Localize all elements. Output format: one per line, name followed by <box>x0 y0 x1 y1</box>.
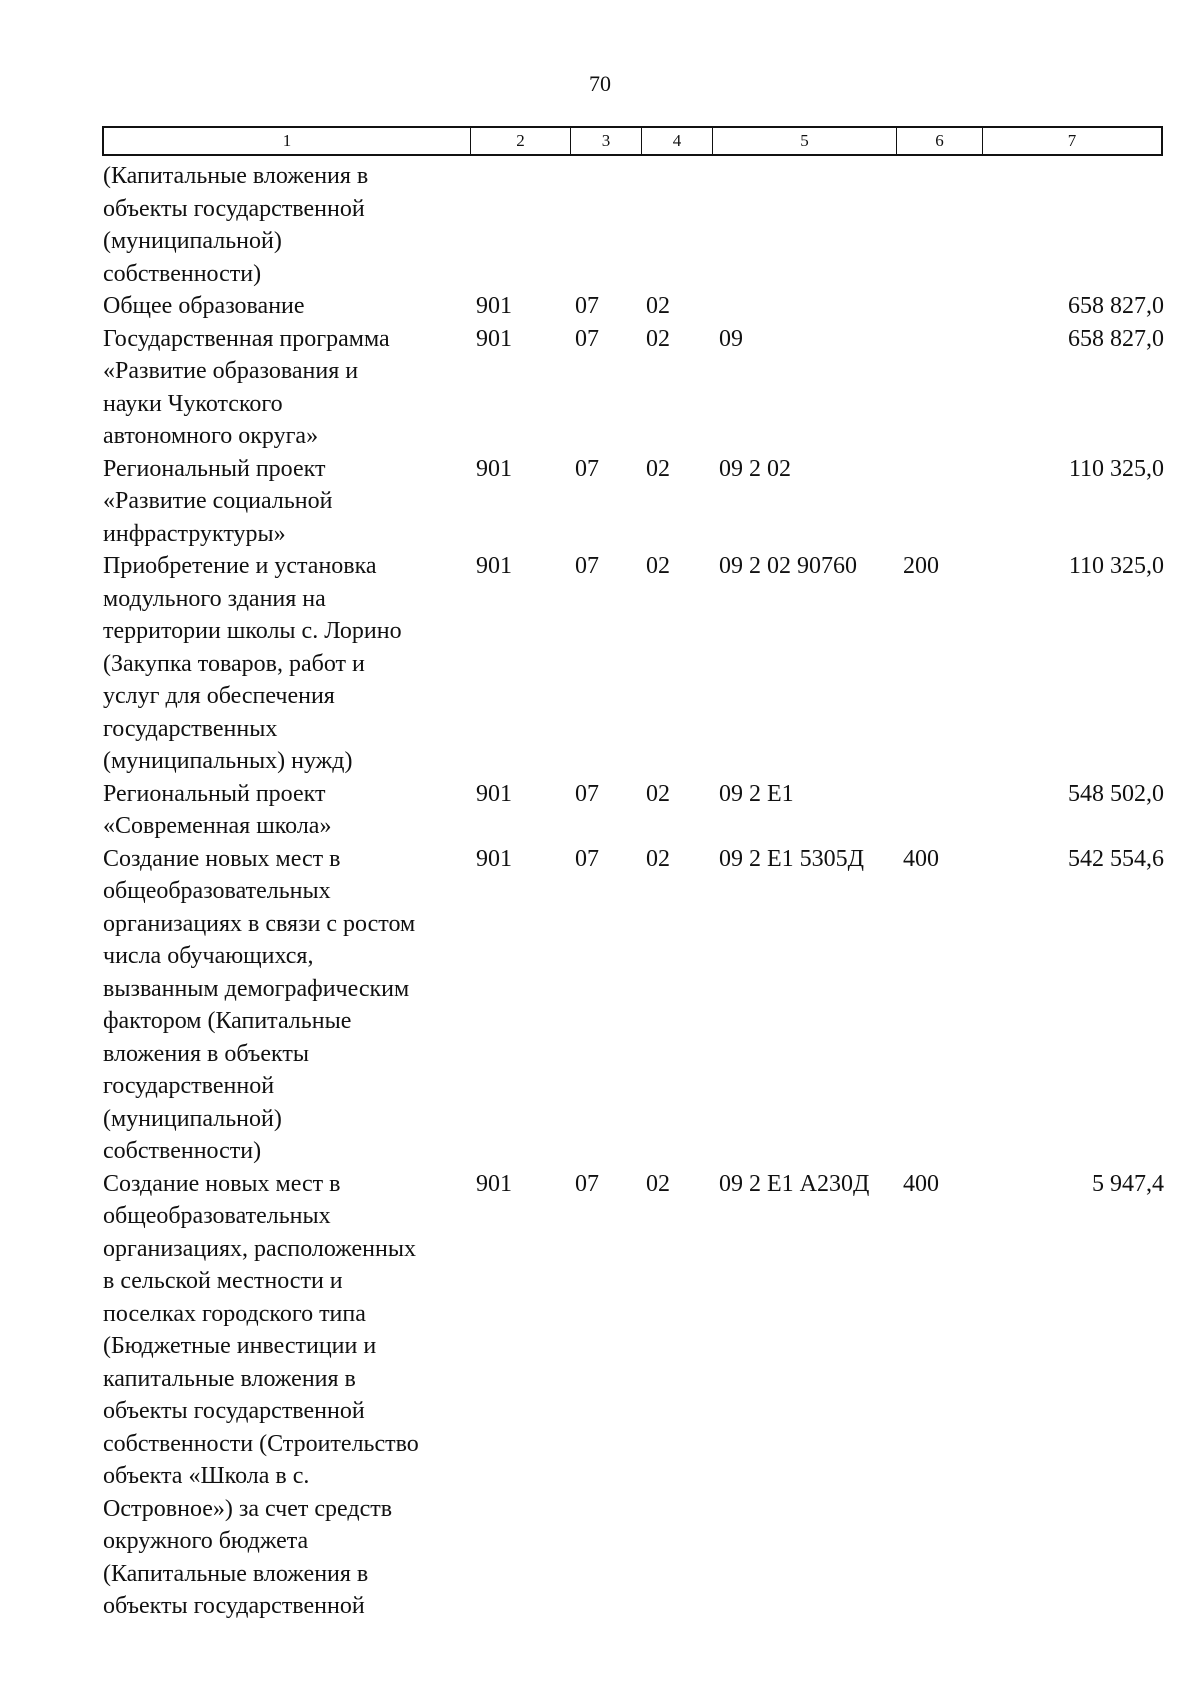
section-code: 07 <box>575 293 599 319</box>
ministry-code: 901 <box>476 1170 512 1197</box>
subsection-code: 02 <box>646 455 670 482</box>
amount: 548 502,0 <box>1068 780 1164 807</box>
page-number: 70 <box>589 71 611 96</box>
subsection-code: 02 <box>646 553 670 579</box>
subsection-code: 02 <box>646 325 670 352</box>
ministry-code: 901 <box>476 325 512 352</box>
row-name: Региональный проект «Современная школа» <box>103 780 332 839</box>
table-row <box>0 778 1200 843</box>
row-name: (Капитальные вложения в объекты государственной (муниципальной) собственности) <box>103 163 369 287</box>
row-name: Создание новых мест в общеобразовательных организациях, расположенных в сельской местности и поселках городского типа (Бюджетные инвестиции и капитальные вложения в объекты государственной собственности (Строительство объекта «Школа в с. Островное») за счет средств окружного бюджета (Капитальные вложения в объекты государственной <box>103 1170 419 1619</box>
amount: 658 827,0 <box>1068 293 1164 319</box>
expense-type-code: 200 <box>903 553 939 579</box>
row-name: Приобретение и установка модульного здания на территории школы с. Лорино (Закупка товаров, работ и услуг для обеспечения государственных (муниципальных) нужд) <box>103 553 402 774</box>
table-row <box>0 843 1200 1168</box>
section-code: 07 <box>575 553 599 579</box>
table-row <box>0 323 1200 453</box>
ministry-code: 901 <box>476 780 512 807</box>
table-row <box>0 1168 1200 1623</box>
column-header-row <box>102 126 1163 156</box>
subsection-code: 02 <box>646 780 670 807</box>
target-article-code: 09 2 Е1 <box>719 780 794 807</box>
expense-type-code: 400 <box>903 845 939 872</box>
target-article-code: 09 2 02 90760 <box>719 553 857 579</box>
amount: 542 554,6 <box>1068 845 1164 872</box>
column-header-6: 6 <box>897 128 983 154</box>
column-header-5: 5 <box>713 128 897 154</box>
column-header-3: 3 <box>571 128 642 154</box>
section-code: 07 <box>575 1170 599 1197</box>
amount: 5 947,4 <box>1092 1170 1164 1197</box>
row-name: Государственная программа «Развитие образования и науки Чукотского автономного округа» <box>103 325 390 449</box>
column-header-4: 4 <box>642 128 713 154</box>
target-article-code: 09 <box>719 325 743 352</box>
budget-table-body <box>0 160 1200 1623</box>
section-code: 07 <box>575 780 599 807</box>
section-code: 07 <box>575 325 599 352</box>
target-article-code: 09 2 02 <box>719 455 791 482</box>
subsection-code: 02 <box>646 293 670 319</box>
section-code: 07 <box>575 455 599 482</box>
amount: 110 325,0 <box>1068 455 1164 482</box>
ministry-code: 901 <box>476 455 512 482</box>
subsection-code: 02 <box>646 845 670 872</box>
column-header-2: 2 <box>471 128 571 154</box>
section-code: 07 <box>575 845 599 872</box>
column-header-7: 7 <box>1067 131 1077 150</box>
table-row <box>0 550 1200 778</box>
ministry-code: 901 <box>476 845 512 872</box>
row-name: Создание новых мест в общеобразовательных организациях в связи с ростом числа обучающихся, вызванным демографическим фактором (Капитальные вложения в объекты государственной (муниципальной) собственности) <box>103 845 416 1164</box>
ministry-code: 901 <box>476 553 512 579</box>
expense-type-code: 400 <box>903 1170 939 1197</box>
amount: 110 325,0 <box>1068 553 1164 579</box>
table-row <box>0 160 1200 290</box>
target-article-code: 09 2 Е1 А230Д <box>719 1170 870 1197</box>
row-name: Общее образование <box>103 293 305 319</box>
table-row <box>0 453 1200 551</box>
ministry-code: 901 <box>476 293 512 319</box>
amount: 658 827,0 <box>1068 325 1164 352</box>
target-article-code: 09 2 Е1 5305Д <box>719 845 865 872</box>
subsection-code: 02 <box>646 1170 670 1197</box>
column-header-1: 1 <box>104 128 471 154</box>
row-name: Региональный проект «Развитие социальной инфраструктуры» <box>103 455 333 547</box>
table-row <box>0 290 1200 323</box>
